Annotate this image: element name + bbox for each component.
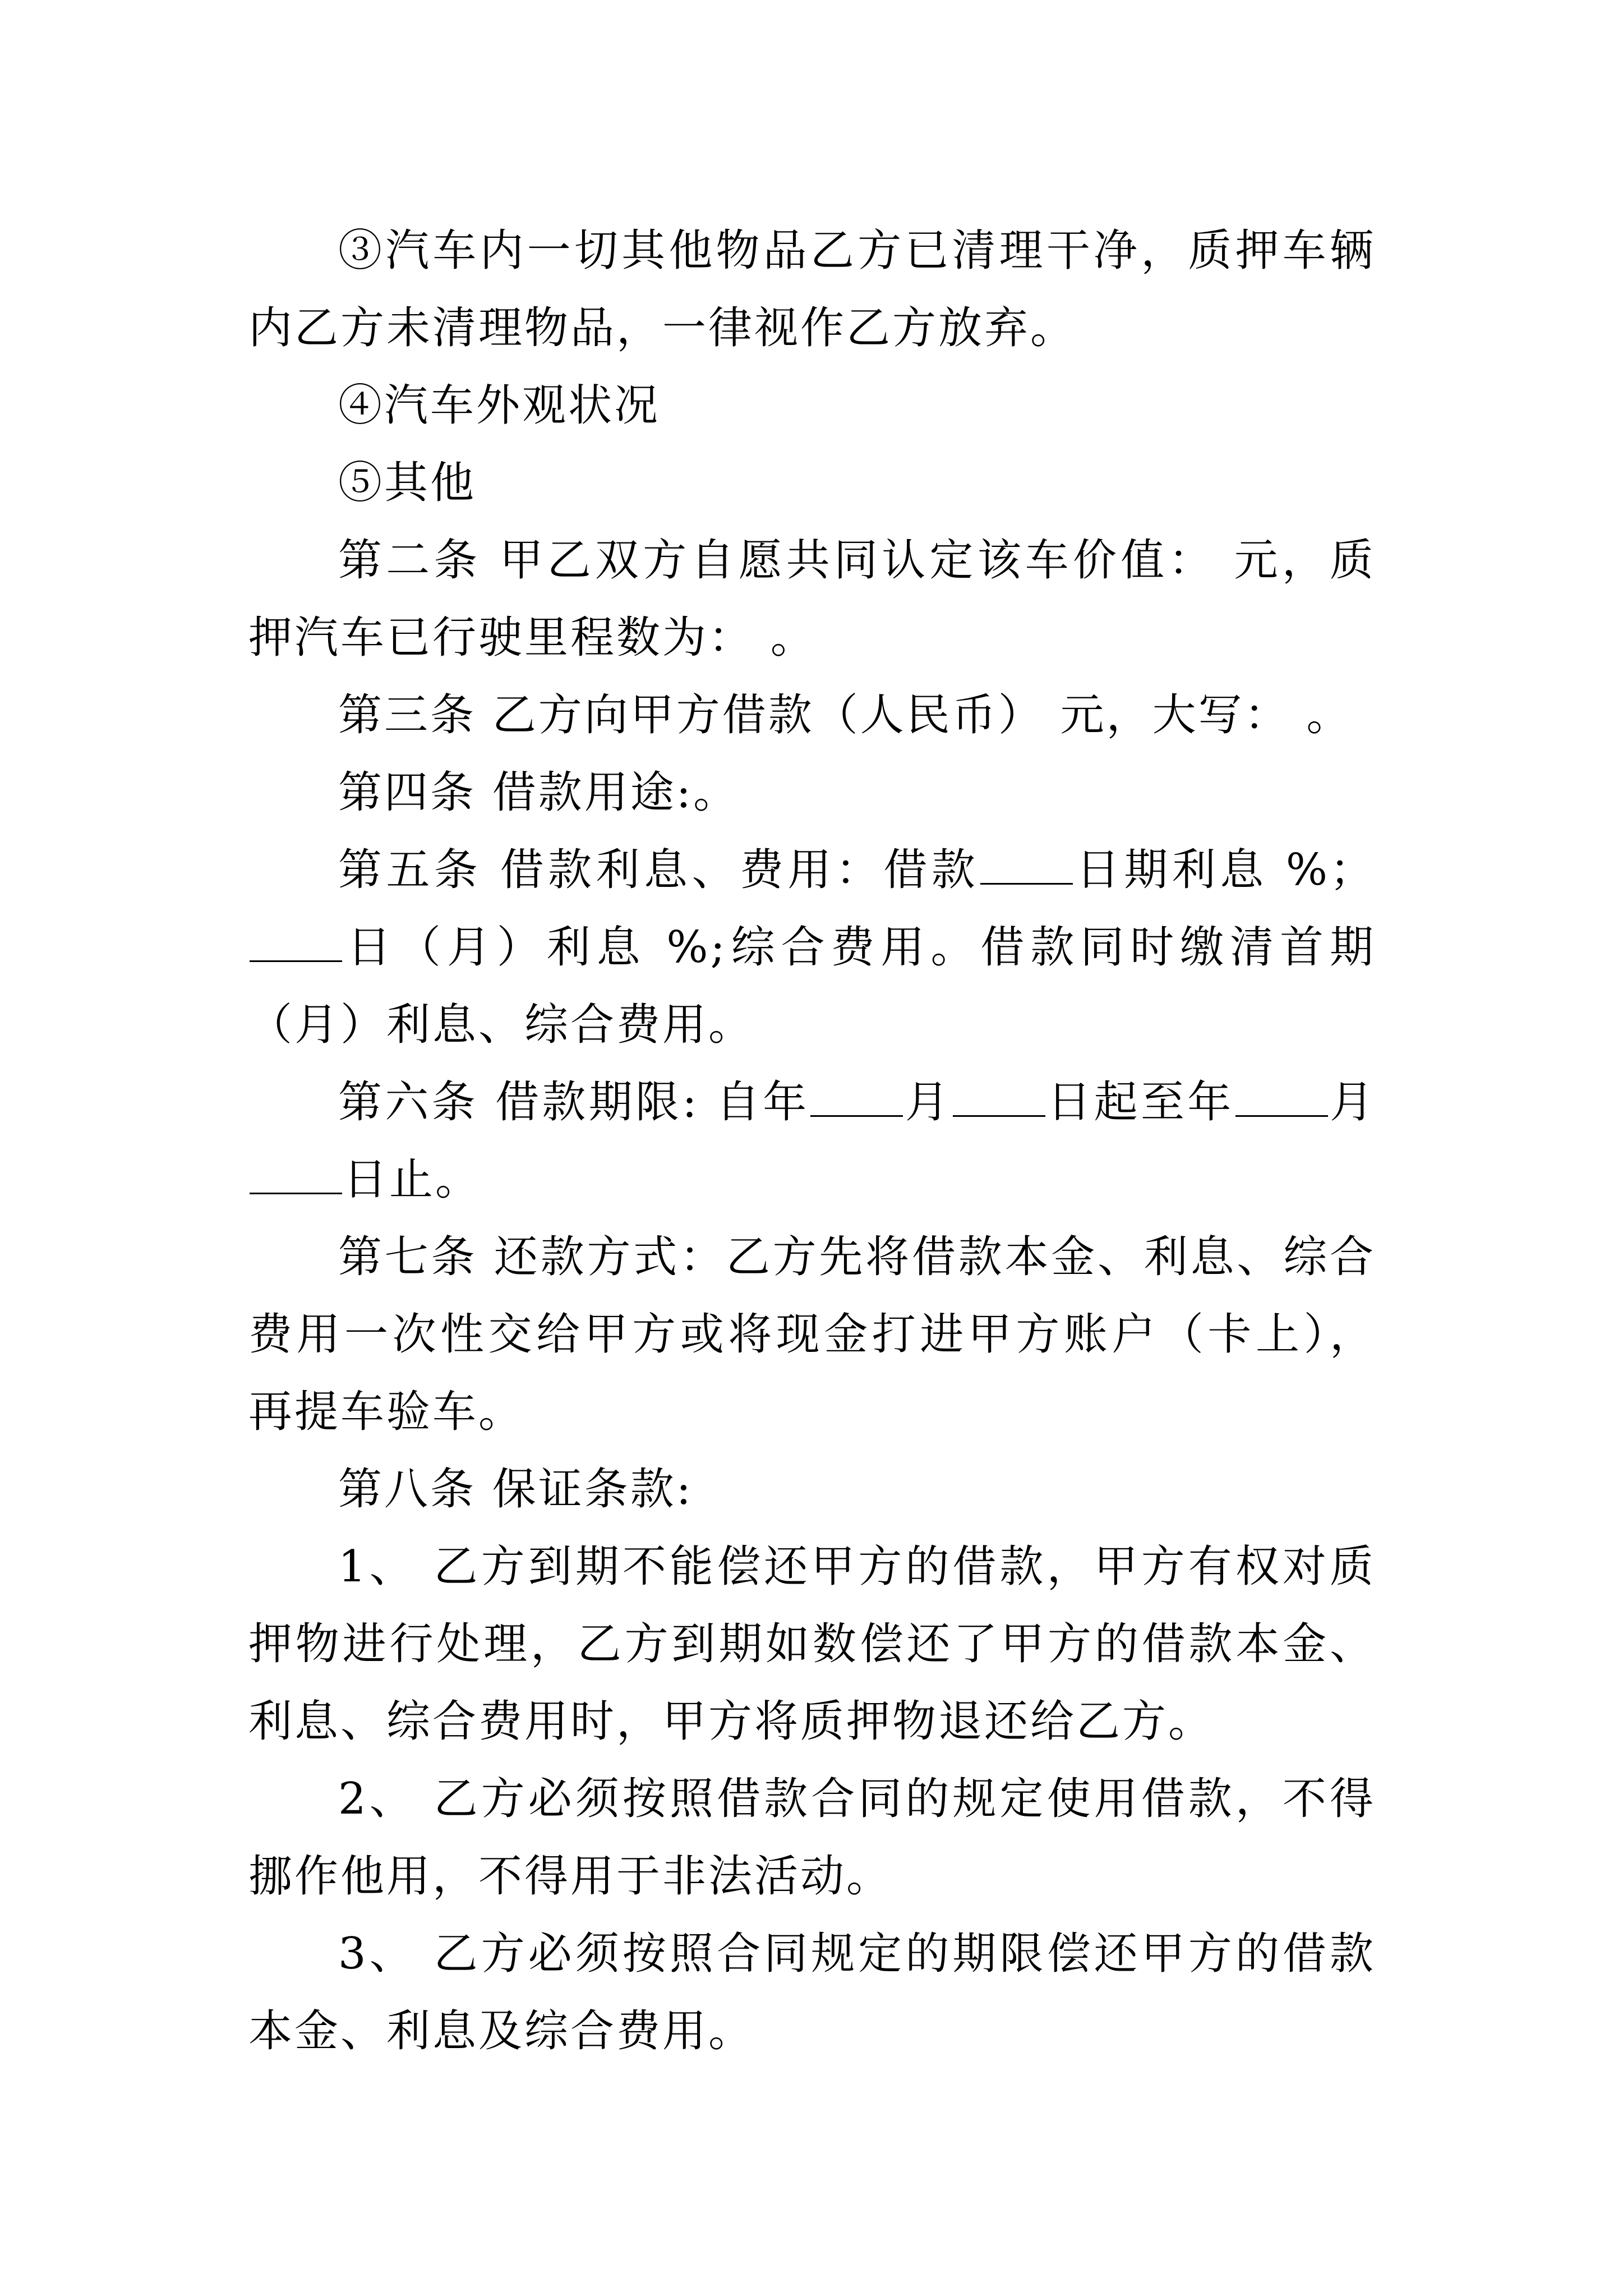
clause-3: 3、 乙方必须按照合同规定的期限偿还甲方的借款本金、利息及综合费用。 <box>248 1929 1376 2056</box>
blank-line <box>810 1115 903 1117</box>
article-3: 第三条 乙方向甲方借款（人民币） 元，大写： 。 <box>338 690 1353 740</box>
clause-1: 1、 乙方到期不能偿还甲方的借款，甲方有权对质押物进行处理，乙方到期如数偿还了甲方的借款本金、利息、综合费用时，甲方将质押物退还给乙方。 <box>248 1542 1376 1747</box>
blank-line <box>250 1192 342 1194</box>
article-6-text-c: 日起至年 <box>1046 1077 1234 1128</box>
article-6 <box>248 1064 1376 1218</box>
article-8: 第八条 保证条款: <box>338 1464 694 1515</box>
blank-line <box>1235 1115 1328 1117</box>
article-5-text-b: 日期利息 %； <box>1074 845 1376 895</box>
article-5 <box>248 831 1376 1064</box>
blank-line <box>250 960 342 962</box>
blank-line <box>953 1115 1045 1117</box>
article-7: 第七条 还款方式：乙方先将借款本金、利息、综合费用一次性交给甲方或将现金打进甲方账户（卡上），再提车验车。 <box>248 1232 1376 1437</box>
article-6-text-b: 月 <box>904 1077 952 1128</box>
article-2: 第二条 甲乙双方自愿共同认定该车价值： 元，质押汽车已行驶里程数为： 。 <box>248 535 1376 663</box>
paragraph-item-5: ⑤其他 <box>338 458 477 508</box>
article-6-text-e: 日止。 <box>343 1154 482 1205</box>
clause-2: 2、 乙方必须按照借款合同的规定使用借款，不得挪作他用，不得用于非法活动。 <box>248 1774 1376 1902</box>
article-6-text-d: 月 <box>1329 1077 1376 1128</box>
article-5-text-a: 第五条 借款利息、费用：借款 <box>338 845 980 895</box>
article-4: 第四条 借款用途:。 <box>338 767 740 818</box>
article-6-text-a: 第六条 借款期限: 自年 <box>338 1077 810 1128</box>
blank-line <box>980 882 1073 885</box>
document-body <box>248 212 1376 2070</box>
article-5-text-c: 日（月）利息 %;综合费用。借款同时缴清首期（月）利息、综合费用。 <box>248 922 1376 1050</box>
paragraph-item-3: ③汽车内一切其他物品乙方已清理干净，质押车辆内乙方未清理物品，一律视作乙方放弃。 <box>248 226 1376 353</box>
paragraph-item-4: ④汽车外观状况 <box>338 380 661 431</box>
